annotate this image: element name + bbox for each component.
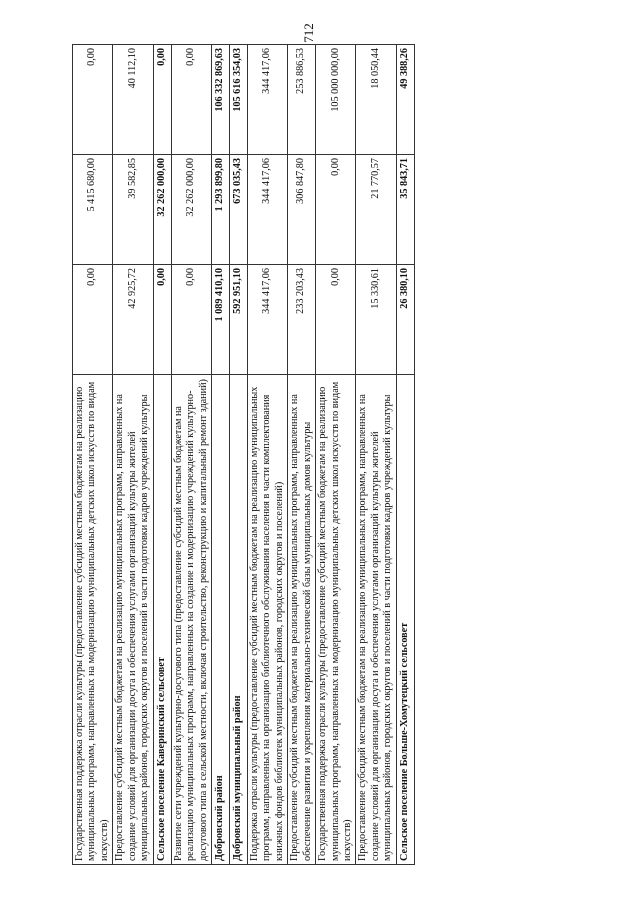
value-col-2: 344 417,06 xyxy=(247,155,287,265)
value-col-1: 0,00 xyxy=(316,265,356,375)
value-col-2: 39 582,85 xyxy=(113,155,153,265)
value-col-3: 0,00 xyxy=(171,45,211,155)
value-col-3: 106 332 869,63 xyxy=(211,45,229,155)
table-row xyxy=(288,45,316,865)
table-row xyxy=(247,45,287,865)
rotated-table-container xyxy=(72,45,572,865)
row-label: Государственная поддержка отрасли культуры (предоставление субсидий местным бюджетам на реализацию муниципальных программ, направленных на модернизацию муниципальных детских школ искусств по видам искусств) xyxy=(316,375,356,865)
table-row xyxy=(356,45,396,865)
value-col-2: 32 262 000,00 xyxy=(153,155,171,265)
value-col-1: 0,00 xyxy=(153,265,171,375)
value-col-1: 42 925,72 xyxy=(113,265,153,375)
value-col-3: 105 000 000,00 xyxy=(316,45,356,155)
value-col-2: 306 847,80 xyxy=(288,155,316,265)
value-col-3: 49 388,26 xyxy=(396,45,414,155)
value-col-1: 592 951,10 xyxy=(229,265,247,375)
value-col-2: 673 035,43 xyxy=(229,155,247,265)
value-col-3: 40 112,10 xyxy=(113,45,153,155)
value-col-3: 0,00 xyxy=(73,45,113,155)
table-body xyxy=(73,45,415,865)
value-col-3: 253 886,53 xyxy=(288,45,316,155)
row-label: Предоставление субсидий местным бюджетам на реализацию муниципальных программ, направленных на создание условий для организации досуга и обеспечения услугами организаций культуры жителей муниципальных районов, городских округов и поселений в части подготовки кадров учреждений культуры xyxy=(113,375,153,865)
row-label: Сельское поселение Каверинский сельсовет xyxy=(153,375,171,865)
row-label: Предоставление субсидий местным бюджетам на реализацию муниципальных программ, направленных на создание условий для организации досуга и обеспечения услугами организаций культуры жителей муниципальных районов, городских округов и поселений в части подготовки кадров учреждений культуры xyxy=(356,375,396,865)
value-col-1: 0,00 xyxy=(73,265,113,375)
value-col-1: 233 203,43 xyxy=(288,265,316,375)
value-col-2: 21 770,57 xyxy=(356,155,396,265)
value-col-3: 18 050,44 xyxy=(356,45,396,155)
value-col-1: 15 330,61 xyxy=(356,265,396,375)
value-col-1: 1 089 410,10 xyxy=(211,265,229,375)
value-col-2: 32 262 000,00 xyxy=(171,155,211,265)
row-label: Развитие сети учреждений культурно-досугового типа (предоставление субсидий местным бюджетам на реализацию муниципальных программ, направленных на создание и модернизацию учреждений культурно-досугового типа в сельской местности, включая строительство, реконструкцию и капитальный ремонт зданий) xyxy=(171,375,211,865)
value-col-2: 1 293 899,80 xyxy=(211,155,229,265)
row-label: Поддержка отрасли культуры (предоставление субсидий местным бюджетам на реализацию муниципальных программ, направленных на организацию библиотечного обслуживания населения в части комплектования книжных фондов библиотек муниципальных районов, городских округов и поселений) xyxy=(247,375,287,865)
table-row-subtotal xyxy=(211,45,229,865)
value-col-3: 0,00 xyxy=(153,45,171,155)
value-col-1: 26 380,10 xyxy=(396,265,414,375)
row-label: Сельское поселение Больше-Хомутецкий сельсовет xyxy=(396,375,414,865)
value-col-2: 0,00 xyxy=(316,155,356,265)
table-row-subtotal xyxy=(153,45,171,865)
value-col-2: 5 415 680,00 xyxy=(73,155,113,265)
value-col-2: 35 843,71 xyxy=(396,155,414,265)
page-number: 712 xyxy=(300,23,316,43)
value-col-3: 344 417,06 xyxy=(247,45,287,155)
table-row xyxy=(113,45,153,865)
row-label: Добровский муниципальный район xyxy=(229,375,247,865)
value-col-1: 344 417,06 xyxy=(247,265,287,375)
row-label: Предоставление субсидий местным бюджетам на реализацию муниципальных программ, направленных на обеспечение развития и укрепления материально-технической базы муниципальных домов культуры xyxy=(288,375,316,865)
row-label: Государственная поддержка отрасли культуры (предоставление субсидий местным бюджетам на реализацию муниципальных программ, направленных на модернизацию муниципальных детских школ искусств по видам искусств) xyxy=(73,375,113,865)
table-row-subtotal xyxy=(396,45,414,865)
table-row xyxy=(316,45,356,865)
row-label: Добровский район xyxy=(211,375,229,865)
budget-table xyxy=(72,44,415,865)
value-col-3: 105 616 354,03 xyxy=(229,45,247,155)
table-row-subtotal xyxy=(229,45,247,865)
table-row xyxy=(73,45,113,865)
value-col-1: 0,00 xyxy=(171,265,211,375)
table-row xyxy=(171,45,211,865)
